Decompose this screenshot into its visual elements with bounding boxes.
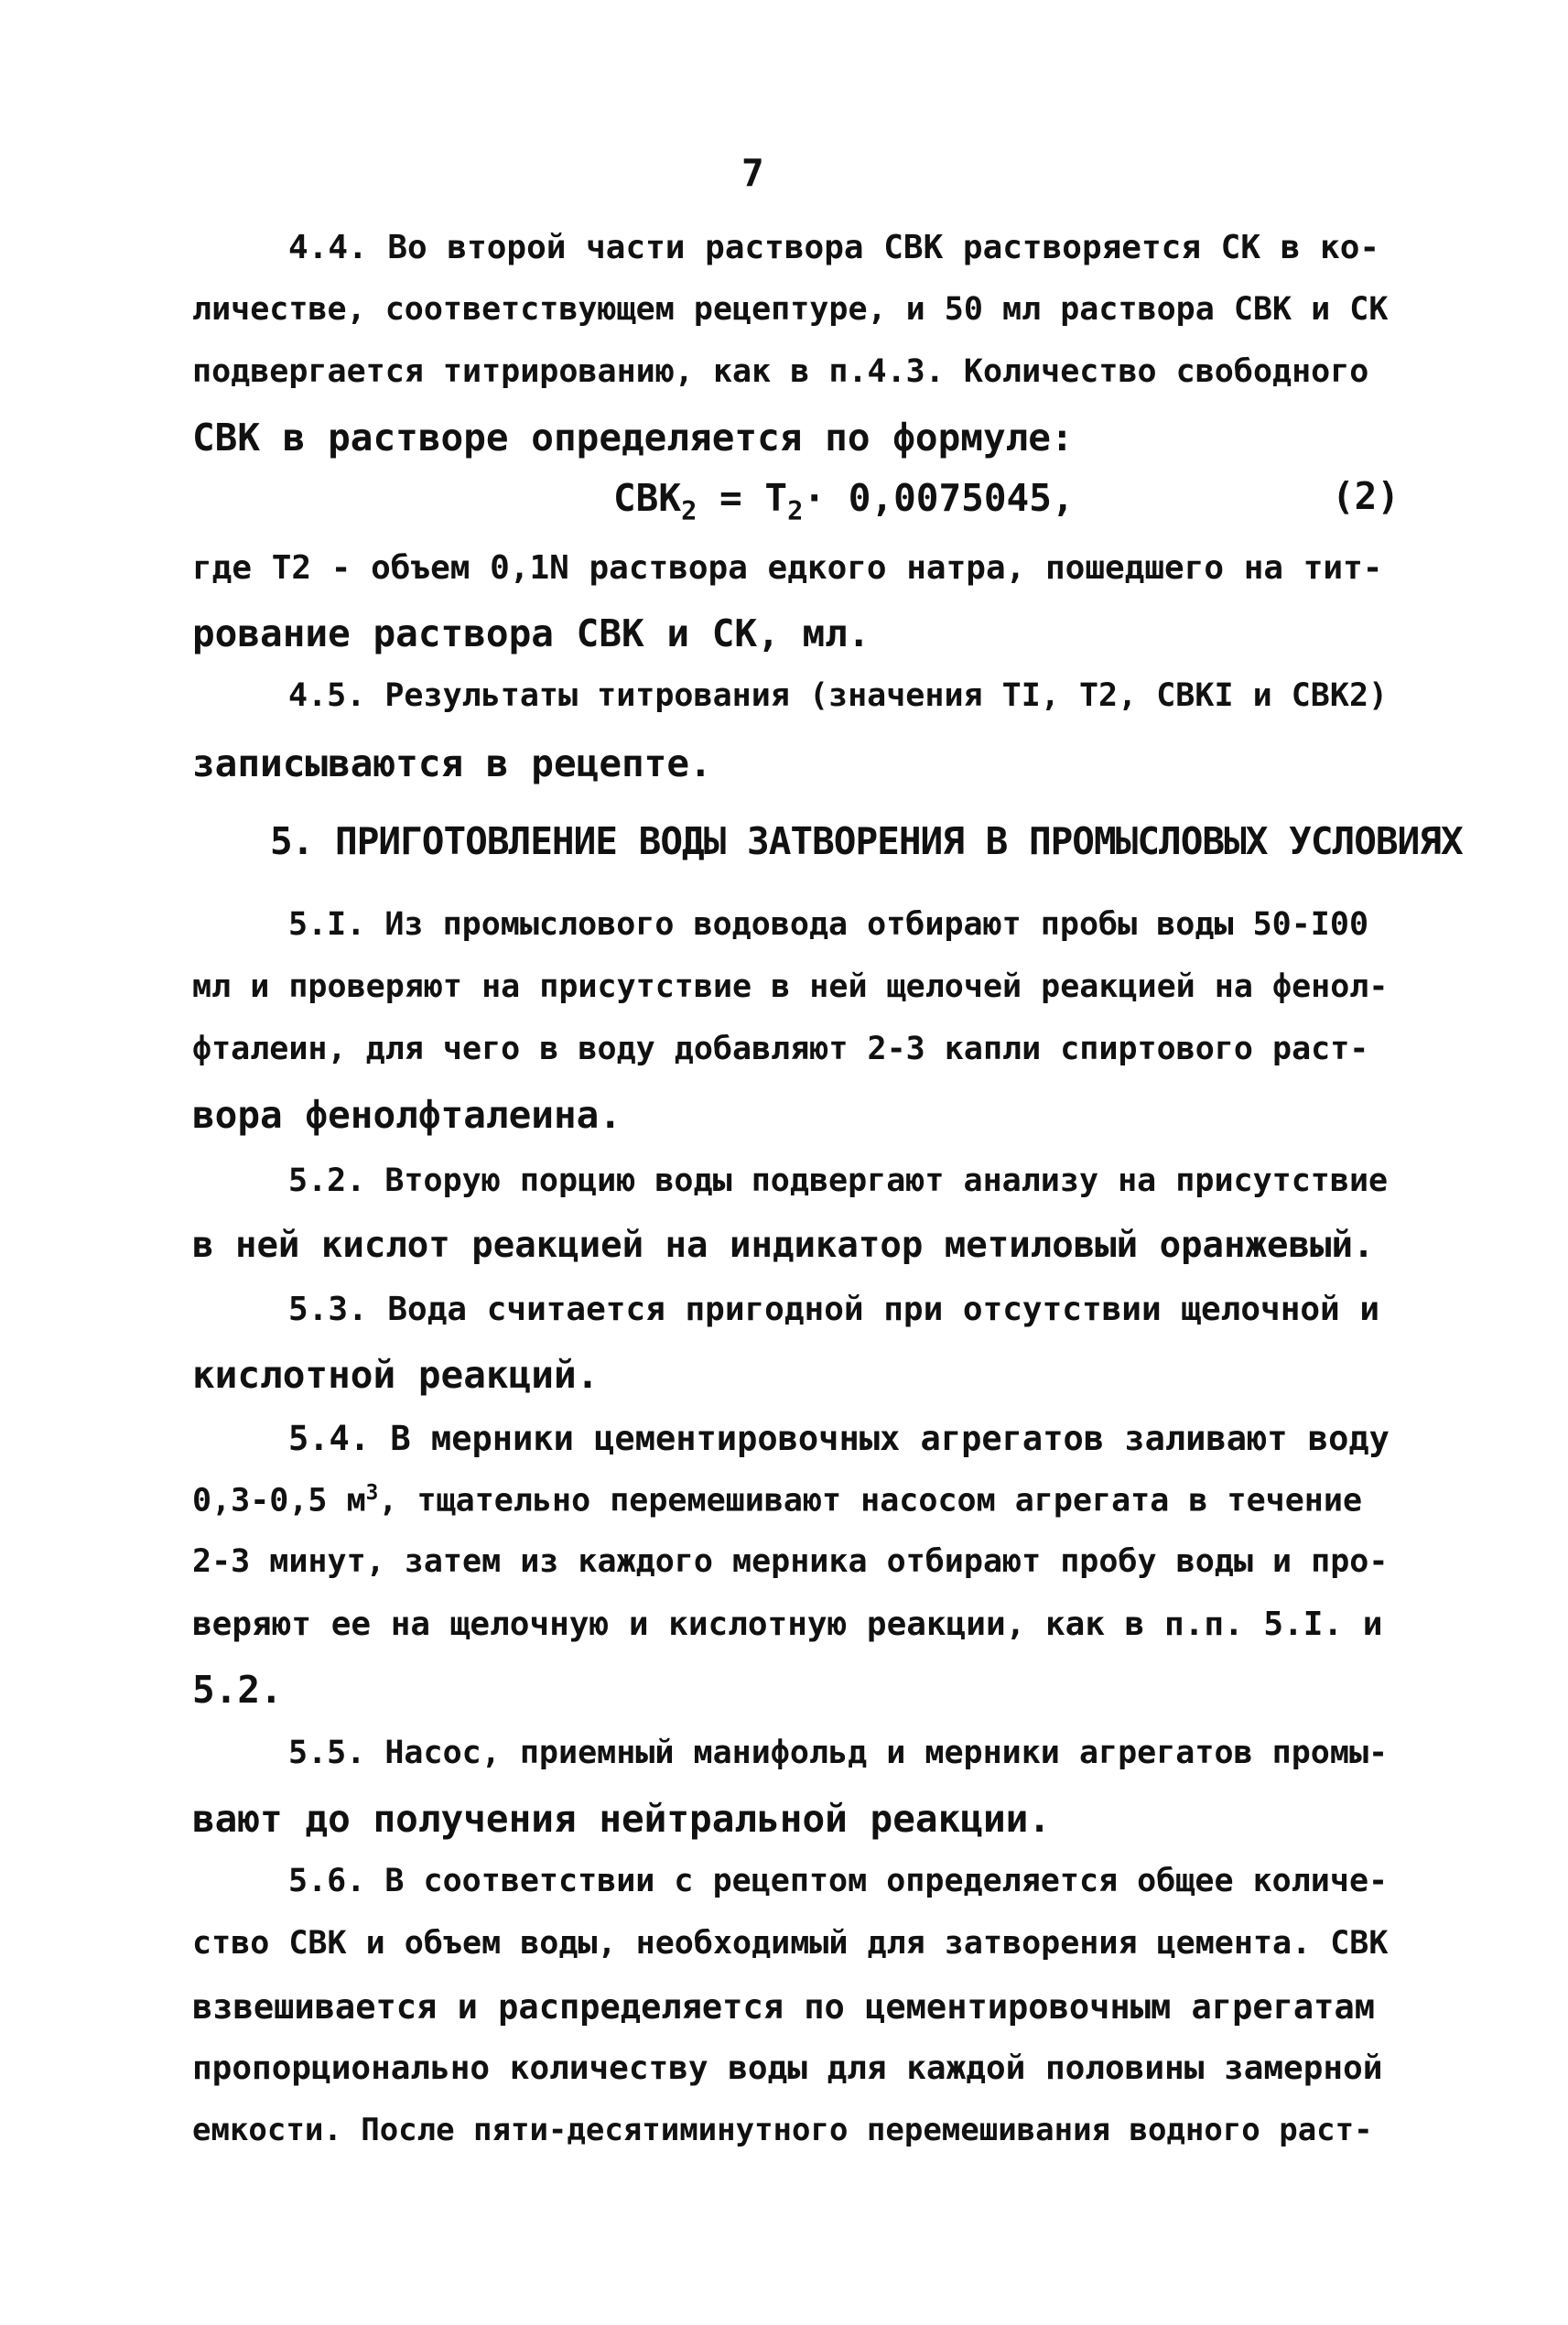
section-5-5-line-2: вают до получения нейтральной реакции. (192, 1797, 1051, 1841)
section-5-1-line-2: мл и проверяют на присутствие в ней щелочей реакцией на фенол- (192, 968, 1389, 1005)
page-number: 7 (741, 151, 764, 195)
section-5-4-line-2 (192, 1481, 1391, 1519)
section-5-4-line-2-rest: , тщательно перемешивают насосом агрегата в течение (378, 1482, 1363, 1519)
formula-rhs: · 0,0075045, (803, 476, 1075, 520)
formula-eq: = Т (697, 476, 788, 520)
cubic-superscript: 3 (365, 1481, 379, 1505)
section-5-3-line-2: кислотной реакций. (192, 1353, 600, 1397)
formula-2 (613, 476, 1075, 526)
formula-number: (2) (1332, 474, 1400, 518)
section-5-1-line-3: фталеин, для чего в воду добавляют 2-3 капли спиртового раст- (192, 1031, 1369, 1067)
section-5-4-line-4: веряют ее на щелочную и кислотную реакции, как в п.п. 5.I. и (192, 1606, 1383, 1643)
formula-lhs: СВК (613, 476, 682, 520)
section-5-2-line-1: 5.2. Вторую порцию воды подвергают анализу на присутствие (288, 1162, 1389, 1199)
section-5-4-line-3: 2-3 минут, затем из каждого мерника отбирают пробу воды и про- (192, 1543, 1389, 1580)
section-5-4-line-5: 5.2. (192, 1668, 283, 1712)
section-5-6-line-2: ство СВК и объем воды, необходимый для затворения цемента. СВК (192, 1925, 1389, 1962)
section-5-1-line-4: вора фенолфталеина. (192, 1093, 622, 1137)
section-4-4-line-4: СВК в растворе определяется по формуле: (192, 416, 1074, 460)
section-5-3-line-1: 5.3. Вода считается пригодной при отсутствии щелочной и (288, 1291, 1380, 1328)
section-5-4-line-1: 5.4. В мерники цементировочных агрегатов заливают воду (288, 1419, 1390, 1458)
section-5-6-line-3: взвешивается и распределяется по цементировочным агрегатам (192, 1987, 1376, 2027)
section-5-5-line-1: 5.5. Насос, приемный манифольд и мерники агрегатов промы- (288, 1735, 1389, 1771)
section-5-6-line-4: пропорционально количеству воды для каждой половины замерной (192, 2049, 1383, 2087)
section-4-4-line-2: личестве, соответствующем рецептуре, и 50 мл раствора СВК и СК (192, 291, 1389, 328)
section-4-4-line-1: 4.4. Во второй части раствора СВК растворяется СК в ко- (288, 229, 1380, 266)
volume-value: 0,3-0,5 м (192, 1482, 366, 1519)
section-4-5-line-1: 4.5. Результаты титрования (значения ТI, Т2, СВКI и СВК2) (288, 677, 1389, 714)
section-5-2-line-2: в ней кислот реакцией на индикатор метиловый оранжевый. (192, 1225, 1375, 1266)
section-5-6-line-5: емкости. После пяти-десятиминутного перемешивания водного раст- (192, 2112, 1373, 2148)
section-5-1-line-1: 5.I. Из промыслового водовода отбирают пробы воды 50-I00 (288, 906, 1369, 943)
section-5-heading: 5. ПРИГОТОВЛЕНИЕ ВОДЫ ЗАТВОРЕНИЯ В ПРОМЫСЛОВЫХ УСЛОВИЯХ (270, 819, 1463, 863)
formula-lhs-subscript: 2 (681, 495, 697, 527)
formula-t-subscript: 2 (787, 495, 804, 527)
where-line-1: где Т2 - объем 0,1N раствора едкого натра, пошедшего на тит- (192, 549, 1383, 587)
section-4-5-line-2: записываются в рецепте. (192, 741, 712, 785)
where-line-2: рование раствора СВК и СК, мл. (192, 611, 871, 655)
section-5-6-line-1: 5.6. В соответствии с рецептом определяется общее количе- (288, 1863, 1389, 1899)
section-4-4-line-3: подвергается титрированию, как в п.4.3. Количество свободного (192, 353, 1369, 390)
